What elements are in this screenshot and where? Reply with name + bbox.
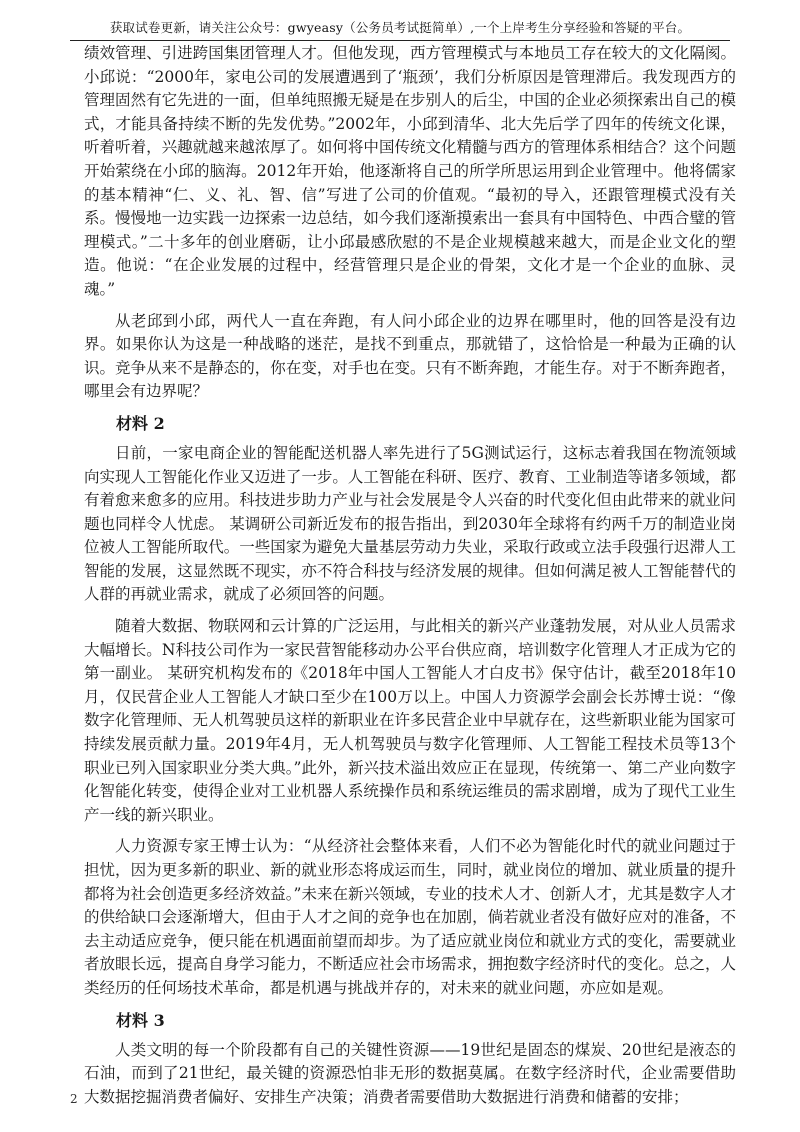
header-divider [70,40,730,41]
paragraph: 随着大数据、物联网和云计算的广泛运用，与此相关的新兴产业蓬勃发展，对从业人员需求大幅增长。N科技公司作为一家民营智能移动办公平台供应商，培训数字化管理人才正成为它的第一副业。 某研究机构发布的《2018年中国人工智能人才白皮书》保守估计，截至2018年10月，仅民营企业人工智能人才缺口至少在100万以上。中国人力资源学会副会长苏博士说：“像数字化管理师、无人机驾驶员这样的新职业在许多民营企业中早就存在，这些新职业能为国家可持续发展贡献力量。2019年4月，无人机驾驶员与数字化管理师、人工智能工程技术员等13个职业已列入国家职业分类大典。”此外，新兴技术溢出效应正在显现，传统第一、第二产业向数字化智能化转变，使得企业对工业机器人系统操作员和系统运维员的需求剧增，成为了现代工业生产一线的新兴职业。 [84,617,736,824]
paragraph: 绩效管理、引进跨国集团管理人才。但他发现，西方管理模式与本地员工存在较大的文化隔阂。小邱说：“2000年，家电公司的发展遭遇到了‘瓶颈’，我们分析原因是管理滞后。我发现西方的管理固然有它先进的一面，但单纯照搬无疑是在步别人的后尘，中国的企业必须探索出自己的模式，才能具备持续不断的先发优势。”2002年，小邱到清华、北大先后学了四年的传统文化课，听着听着，兴趣就越来越浓厚了。如何将中国传统文化精髓与西方的管理体系相结合？这个问题开始萦绕在小邱的脑海。2012年开始，他逐渐将自己的所学所思运用到企业管理中。他将儒家的基本精神“仁、义、礼、智、信”写进了公司的价值观。“最初的导入，还跟管理模式没有关系。慢慢地一边实践一边探索一边总结，如今我们逐渐摸索出一套具有中国特色、中西合璧的管理模式。”二十多年的创业磨砺，让小邱最感欣慰的不是企业规模越来越大，而是企业文化的塑造。他说：“在企业发展的过程中，经营管理只是企业的骨架，文化才是一个企业的血脉、灵魂。” [84,44,736,298]
paragraph: 人力资源专家王博士认为：“从经济社会整体来看，人们不必为智能化时代的就业问题过于担忧，因为更多新的职业、新的就业形态将成运而生，同时，就业岗位的增加、就业质量的提升都将为社会创造更多经济效益。”未来在新兴领域，专业的技术人才、创新人才，尤其是数字人才的供给缺口会逐渐增大，但由于人才之间的竞争也在加剧，倘若就业者没有做好应对的准备，不去主动适应竞争，便只能在机遇面前望而却步。为了适应就业岗位和就业方式的变化，需要就业者放眼长远，提高自身学习能力，不断适应社会市场需求，拥抱数字经济时代的变化。总之，人类经历的任何场技术革命，都是机遇与挑战并存的，对未来的就业问题，亦应如是观。 [84,837,736,997]
document-body [84,42,736,1117]
paragraph: 日前，一家电商企业的智能配送机器人率先进行了5G测试运行，这标志着我国在物流领域向实现人工智能化作业又迈进了一步。人工智能在科研、医疗、教育、工业制造等诸多领域，都有着愈来愈多的应用。科技进步助力产业与社会发展是令人兴奋的时代变化但由此带来的就业问题也同样令人忧虑。 某调研公司新近发布的报告指出，到2030年全球将有约两千万的制造业岗位被人工智能所取代。一些国家为避免大量基层劳动力失业，采取行政或立法手段强行迟滞人工智能的发展，这显然既不现实，亦不符合科技与经济发展的规律。但如何满足被人工智能替代的人群的再就业需求，就成了必须回答的问题。 [84,443,736,604]
page-number: 2 [70,1092,78,1106]
section-heading-material-2: 材料 2 [116,413,165,433]
section-heading-material-3: 材料 3 [116,1010,165,1030]
page-header: 获取试卷更新，请关注公众号：gwyeasy（公务员考试挺简单）,一个上岸考生分享经验和答疑的平台。 [109,20,691,35]
paragraph: 从老邱到小邱，两代人一直在奔跑，有人问小邱企业的边界在哪里时，他的回答是没有边界。如果你认为这是一种战略的迷茫，是找不到重点，那就错了，这恰恰是一种最为正确的认识。竞争从来不是静态的，你在变，对手也在变。只有不断奔跑，才能生存。对于不断奔跑者，哪里会有边界呢？ [84,311,736,401]
paragraph: 人类文明的每一个阶段都有自己的关键性资源——19世纪是固态的煤炭、20世纪是液态的石油，而到了21世纪，最关键的资源恐怕非无形的数据莫属。在数字经济时代，企业需要借助大数据挖掘消费者偏好、安排生产决策；消费者需要借助大数据进行消费和储蓄的安排； [84,1040,736,1106]
